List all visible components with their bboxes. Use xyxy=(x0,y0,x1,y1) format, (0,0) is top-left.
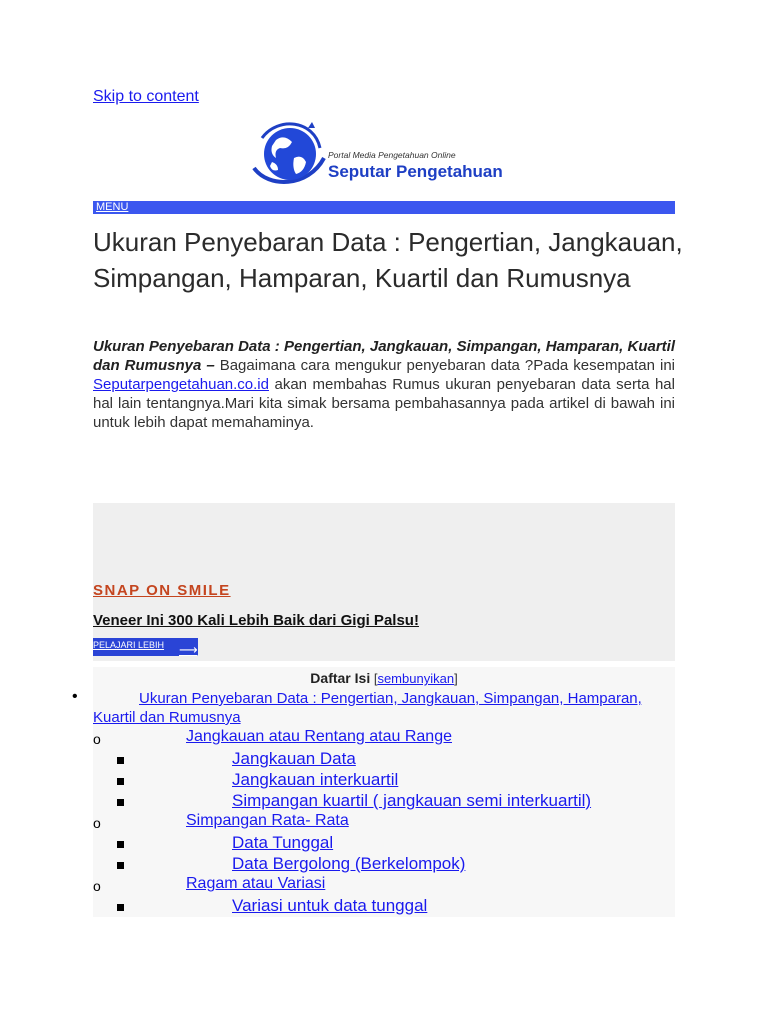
ad-brand[interactable]: SNAP ON SMILE xyxy=(93,582,231,599)
toc-item-simpangan-kuartil[interactable]: Simpangan kuartil ( jangkauan semi interkuartil) xyxy=(232,791,592,810)
toc-item-data-bergolong[interactable]: Data Bergolong (Berkelompok) xyxy=(232,854,466,873)
toc-bullet-dot: • xyxy=(72,688,78,705)
toc-item-jangkauan-data[interactable]: Jangkauan Data xyxy=(232,749,356,768)
toc-bullet-square xyxy=(117,904,124,911)
toc-bullet-circle: o xyxy=(93,731,101,747)
logo-name: Seputar Pengetahuan xyxy=(328,162,503,181)
logo-tagline: Portal Media Pengetahuan Online xyxy=(328,150,456,160)
toc-title: Daftar Isi xyxy=(310,670,371,686)
intro-bold: Ukuran Penyebaran Data : Pengertian, Jangkauan, Simpangan, Hamparan, Kuartil dan Rumusnya – xyxy=(93,338,675,374)
toc-hide-link[interactable]: sembunyikan xyxy=(377,671,455,686)
ad-cta-button[interactable] xyxy=(93,638,198,656)
toc-item-1[interactable] xyxy=(93,689,653,727)
toc-bullet-square xyxy=(117,862,124,869)
site-link[interactable]: Seputarpengetahuan.co.id xyxy=(93,376,269,393)
ad-headline[interactable]: Veneer Ini 300 Kali Lebih Baik dari Gigi Palsu! xyxy=(93,612,419,629)
toc-item-variasi-tunggal[interactable]: Variasi untuk data tunggal xyxy=(232,896,428,915)
skip-to-content-link[interactable]: Skip to content xyxy=(93,88,199,105)
article-title: Ukuran Penyebaran Data : Pengertian, Jangkauan, Simpangan, Hamparan, Kuartil dan Rumusnya xyxy=(93,227,683,293)
toc-bullet-square xyxy=(117,799,124,806)
toc-item-simpangan-rata-rata[interactable]: Simpangan Rata- Rata xyxy=(186,812,349,829)
toc-link[interactable]: Ukuran Penyebaran Data : Pengertian, Jangkauan, Simpangan, Hamparan, Kuartil dan Rumusnya xyxy=(93,690,642,726)
intro-text-2: akan membahas Rumus ukuran penyebaran data serta hal hal lain tentangnya.Mari kita simak bersama pembahasannya pada artikel di bawah ini untuk lebih dapat memahaminya. xyxy=(93,376,675,431)
toc-bullet-circle: o xyxy=(93,878,101,894)
toc-header xyxy=(93,670,675,686)
site-logo[interactable] xyxy=(248,118,528,190)
toc-bullet-square xyxy=(117,841,124,848)
toc-item-ragam[interactable]: Ragam atau Variasi xyxy=(186,875,326,892)
ad-block xyxy=(93,503,675,661)
menu-label[interactable]: MENU xyxy=(96,201,129,213)
article-intro xyxy=(93,337,675,432)
intro-text-1: Bagaimana cara mengukur penyebaran data ?Pada kesempatan ini xyxy=(214,357,675,374)
globe-icon xyxy=(248,118,328,190)
menu-toggle-bar[interactable] xyxy=(93,201,675,214)
ad-cta-label: PELAJARI LEBIH xyxy=(93,640,165,650)
toc-item-jangkauan[interactable]: Jangkauan atau Rentang atau Range xyxy=(186,728,452,745)
toc-bullet-square xyxy=(117,778,124,785)
toc-item-jangkauan-interkuartil[interactable]: Jangkauan interkuartil xyxy=(232,770,399,789)
arrow-right-icon: ⟶ xyxy=(179,642,198,657)
toc-bullet-circle: o xyxy=(93,815,101,831)
toc-toggle: [sembunyikan] xyxy=(370,671,458,686)
toc-item-data-tunggal[interactable]: Data Tunggal xyxy=(232,833,334,852)
toc-bullet-square xyxy=(117,757,124,764)
